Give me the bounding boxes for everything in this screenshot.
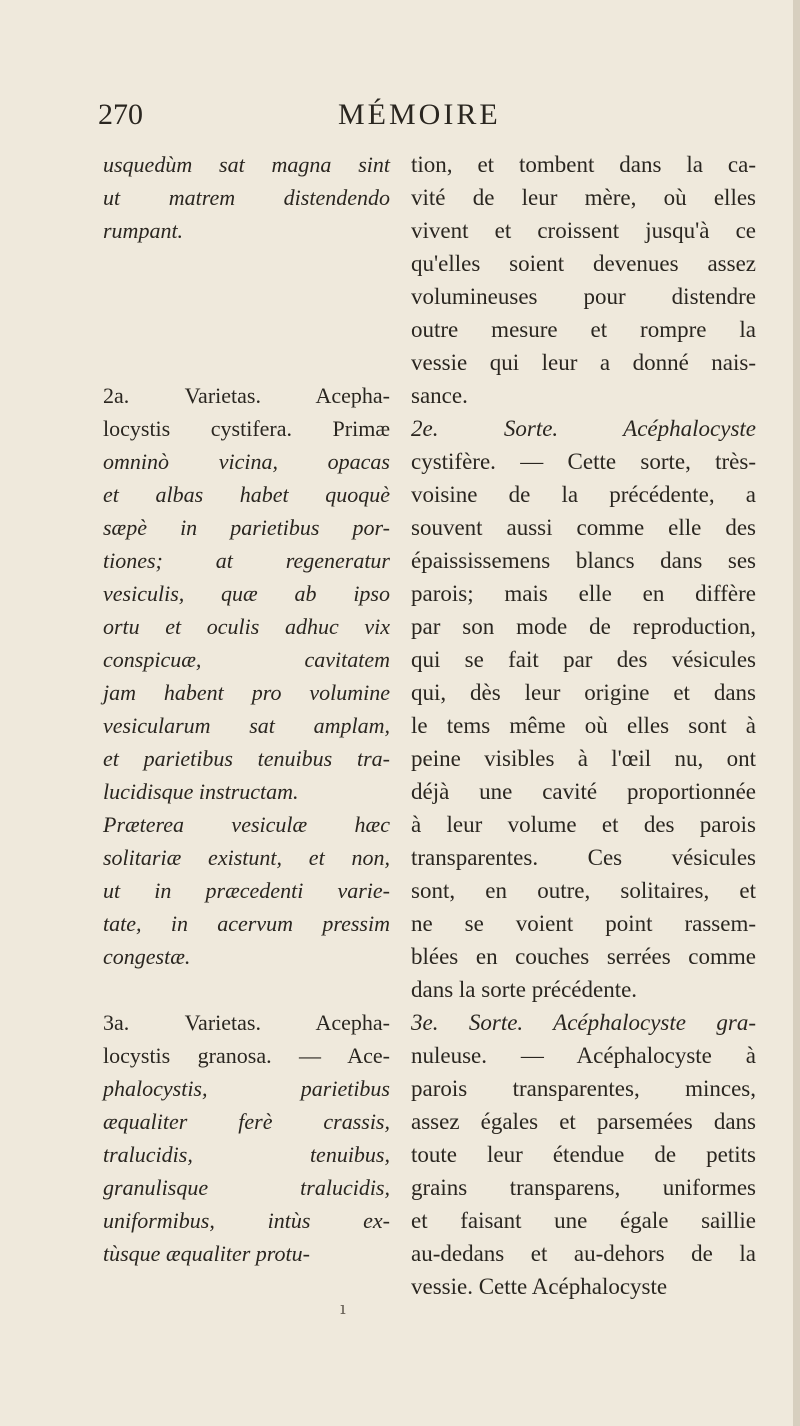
- text-line: blées en couches serrées comme: [411, 944, 756, 969]
- page-edge: [793, 0, 800, 1426]
- text-line: sance.: [411, 383, 468, 408]
- text-line: nuleuse. — Acéphalocyste à: [411, 1043, 756, 1068]
- printer-mark: ı: [340, 1298, 346, 1319]
- text-line: omninò vicina, opacas: [103, 449, 390, 474]
- text-line: parois transparentes, minces,: [411, 1076, 756, 1101]
- text-line: déjà une cavité proportionnée: [411, 779, 756, 804]
- text-line: et parietibus tenuibus tra-: [103, 746, 390, 771]
- text-line: granulisque tralucidis,: [103, 1175, 390, 1200]
- text-line: épaississemens blancs dans ses: [411, 548, 756, 573]
- text-line: assez égales et parsemées dans: [411, 1109, 756, 1134]
- text-line: cystifère. — Cette sorte, très-: [411, 449, 756, 474]
- text-line: et faisant une égale saillie: [411, 1208, 756, 1233]
- text-line: vessie. Cette Acéphalocyste: [411, 1274, 668, 1299]
- text-line: vivent et croissent jusqu'à ce: [411, 218, 756, 243]
- text-line: transparentes. Ces vésicules: [411, 845, 756, 870]
- french-column: [411, 148, 756, 1303]
- text-line: locystis cystifera. Primæ: [103, 416, 390, 441]
- text-line: usquedùm sat magna sint: [103, 152, 390, 177]
- running-title: MÉMOIRE: [338, 98, 501, 131]
- text-line: qui se fait par des vésicules: [411, 647, 756, 672]
- text-line: vesiculis, quæ ab ipso: [103, 581, 390, 606]
- text-line: qui, dès leur origine et dans: [411, 680, 756, 705]
- text-line: æqualiter ferè crassis,: [103, 1109, 390, 1134]
- text-line: sæpè in parietibus por-: [103, 515, 390, 540]
- text-line: 2e. Sorte. Acéphalocyste: [411, 416, 756, 441]
- text-line: outre mesure et rompre la: [411, 317, 756, 342]
- text-line: jam habent pro volumine: [103, 680, 390, 705]
- text-line: uniformibus, intùs ex-: [103, 1208, 390, 1233]
- text-line: congestæ.: [103, 944, 191, 969]
- blank-line: [103, 247, 390, 280]
- text-line: Præterea vesiculæ hæc: [103, 812, 390, 837]
- text-line: phalocystis, parietibus: [103, 1076, 390, 1101]
- text-line: ut matrem distendendo: [103, 185, 390, 210]
- text-line: lucidisque instructam.: [103, 779, 299, 804]
- blank-line: [103, 280, 390, 313]
- text-line: tùsque æqualiter protu-: [103, 1241, 310, 1266]
- text-line: par son mode de reproduction,: [411, 614, 756, 639]
- text-line: locystis granosa. — Ace-: [103, 1043, 390, 1068]
- text-line: 3a. Varietas. Acepha-: [103, 1010, 390, 1035]
- page-header: [0, 98, 800, 148]
- blank-line: [103, 973, 390, 1006]
- text-line: le tems même où elles sont à: [411, 713, 756, 738]
- text-line: tralucidis, tenuibus,: [103, 1142, 390, 1167]
- text-line: tate, in acervum pressim: [103, 911, 390, 936]
- text-line: et albas habet quoquè: [103, 482, 390, 507]
- text-line: au-dedans et au-dehors de la: [411, 1241, 756, 1266]
- text-line: toute leur étendue de petits: [411, 1142, 756, 1167]
- text-line: tiones; at regeneratur: [103, 548, 390, 573]
- text-line: parois; mais elle en diffère: [411, 581, 756, 606]
- text-line: vessie qui leur a donné nais-: [411, 350, 756, 375]
- text-line: ortu et oculis adhuc vix: [103, 614, 390, 639]
- text-line: peine visibles à l'œil nu, ont: [411, 746, 756, 771]
- text-line: dans la sorte précédente.: [411, 977, 638, 1002]
- text-line: grains transparens, uniformes: [411, 1175, 756, 1200]
- text-line: vesicularum sat amplam,: [103, 713, 390, 738]
- text-line: sont, en outre, solitaires, et: [411, 878, 756, 903]
- text-line: 3e. Sorte. Acéphalocyste gra-: [411, 1010, 756, 1035]
- text-line: à leur volume et des parois: [411, 812, 756, 837]
- text-line: rumpant.: [103, 218, 184, 243]
- text-line: vité de leur mère, où elles: [411, 185, 756, 210]
- text-line: 2a. Varietas. Acepha-: [103, 383, 390, 408]
- text-line: tion, et tombent dans la ca-: [411, 152, 756, 177]
- text-line: souvent aussi comme elle des: [411, 515, 756, 540]
- blank-line: [103, 346, 390, 379]
- text-line: voisine de la précédente, a: [411, 482, 756, 507]
- text-line: ne se voient point rassem-: [411, 911, 756, 936]
- latin-column: [103, 148, 390, 1270]
- blank-line: [103, 313, 390, 346]
- text-line: ut in præcedenti varie-: [103, 878, 390, 903]
- page-number: 270: [98, 98, 143, 131]
- text-line: qu'elles soient devenues assez: [411, 251, 756, 276]
- text-line: conspicuæ, cavitatem: [103, 647, 390, 672]
- text-line: volumineuses pour distendre: [411, 284, 756, 309]
- text-line: solitariæ existunt, et non,: [103, 845, 390, 870]
